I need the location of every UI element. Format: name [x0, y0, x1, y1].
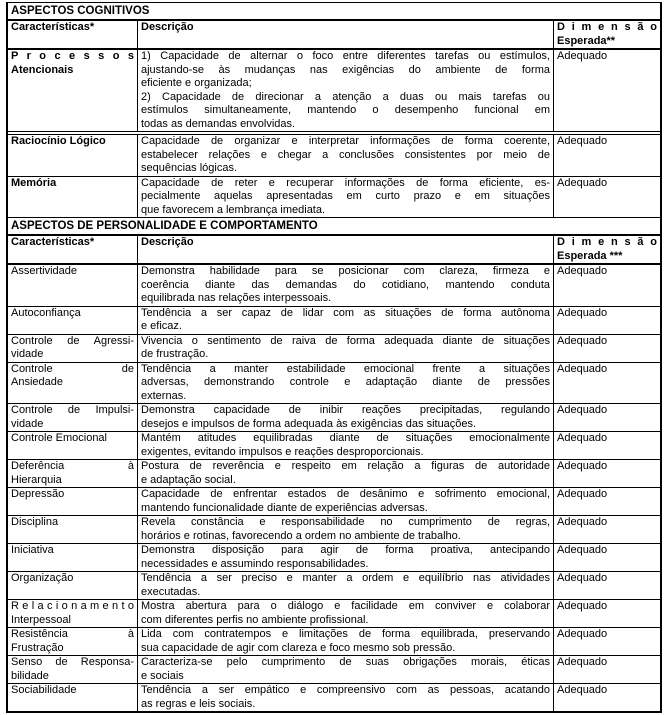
description-cell: [138, 404, 554, 431]
dimension-cell: [554, 335, 660, 362]
text-line: sequências lógicas.: [141, 162, 238, 174]
description-cell: [138, 177, 554, 218]
text-line: externas.: [141, 389, 187, 402]
text-line: Iniciativa: [11, 544, 54, 556]
section-title: ASPECTOS COGNITIVOS: [11, 5, 150, 17]
text-line: Interpessoal: [11, 613, 71, 626]
text-line: Assertividade: [11, 265, 78, 277]
text-line: exigentes, evitando impulsos e reações desproporcionais.: [141, 445, 424, 458]
text-line: Tendência a ser preciso e manter a ordem e equilíbrio nas atividades: [141, 572, 550, 584]
table-row: [8, 307, 660, 335]
characteristic-cell: [8, 307, 138, 334]
text-line: estímulos simultaneamente, mantendo o desempenho funcional em: [141, 104, 550, 116]
text-line: Capacidade de enfrentar estados de desânimo e sofrimento emocional,: [141, 488, 550, 500]
header-dimensao-esperada: [554, 21, 660, 48]
text-line: que favorecem a lembrança imediata.: [141, 203, 326, 216]
text-line: Lida com contratempos e limitações de forma equilibrada, preservando: [141, 628, 550, 640]
dimension-cell: [554, 265, 660, 306]
text-line: Adequado: [557, 50, 608, 62]
text-line: Mantém atitudes equilibradas diante de situações emocionalmente: [141, 432, 550, 444]
text-line: Características*: [11, 236, 95, 248]
characteristic-cell: [8, 516, 138, 543]
dimension-cell: [554, 404, 660, 431]
table-row: [8, 50, 660, 132]
characteristic-cell: [8, 656, 138, 683]
characteristic-cell: [8, 50, 138, 131]
text-line: Vivencia o sentimento de raiva de forma adequada diante de situações: [141, 334, 550, 347]
text-line: Controle de Agressi-: [11, 334, 134, 347]
characteristic-cell: [8, 363, 138, 404]
dimension-cell: [554, 363, 660, 404]
text-line: Esperada ***: [557, 249, 623, 262]
text-line: Adequado: [557, 600, 608, 612]
text-line: 1) Capacidade de alternar o foco entre diferentes tarefas ou estímulos,: [141, 50, 550, 62]
text-line: Adequado: [557, 404, 608, 416]
text-line: Adequado: [557, 306, 608, 319]
text-line: Tendência a manter estabilidade emocional frente a situações: [141, 362, 550, 375]
text-line: Hierarquia: [11, 473, 62, 486]
assessment-table: [6, 2, 662, 713]
text-line: Disciplina: [11, 516, 59, 528]
table-row: [8, 600, 660, 628]
text-line: Adequado: [557, 362, 608, 375]
text-line: Adequado: [557, 432, 608, 444]
dimension-cell: [554, 516, 660, 543]
characteristic-cell: [8, 628, 138, 655]
text-line: equilibrada nas relações interpessoais.: [141, 292, 332, 304]
column-header-row: [8, 21, 660, 50]
text-line: Controle Emocional: [11, 432, 107, 444]
text-line: necessidades e assumindo responsabilidades.: [141, 557, 369, 570]
text-line: Tendência a ser capaz de lidar com as situações de forma autônoma: [141, 306, 550, 319]
header-caracteristicas: [8, 236, 138, 263]
text-line: todas as demandas envolvidas.: [141, 117, 296, 130]
table-row: [8, 488, 660, 516]
text-line: Depressão: [11, 488, 65, 500]
text-line: executadas.: [141, 585, 201, 598]
text-line: Adequado: [557, 488, 608, 500]
dimension-cell: [554, 50, 660, 131]
dimension-cell: [554, 600, 660, 627]
text-line: Adequado: [557, 516, 608, 528]
section-title-row: [8, 3, 660, 21]
text-line: Frustração: [11, 641, 64, 654]
table-row: [8, 265, 660, 307]
text-line: Mostra abertura para o diálogo e facilidade em conviver e colaborar: [141, 600, 550, 612]
text-line: pecialmente aquelas apresentadas em curto prazo e em situações: [141, 190, 550, 202]
text-line: estabelecer relações e chegar a conclusões consistentes por meio de: [141, 148, 550, 161]
characteristic-cell: [8, 335, 138, 362]
text-line: Autoconfiança: [11, 306, 81, 319]
text-line: Adequado: [557, 544, 608, 556]
dimension-cell: [554, 628, 660, 655]
characteristic-cell: [8, 600, 138, 627]
text-line: eficiente e organizada;: [141, 77, 252, 89]
text-line: desejos e impulsos de forma adequada às exigências das situações.: [141, 417, 477, 430]
description-cell: [138, 363, 554, 404]
text-line: bilidade: [11, 669, 49, 682]
table-row: [8, 363, 660, 405]
text-line: 2) Capacidade de direcionar a atenção a duas ou mais tarefas ou: [141, 90, 550, 103]
characteristic-cell: [8, 432, 138, 459]
text-line: com diferentes perfis no ambiente profissional.: [141, 613, 369, 626]
section-title: ASPECTOS DE PERSONALIDADE E COMPORTAMENTO: [11, 220, 318, 232]
dimension-cell: [554, 656, 660, 683]
description-cell: [138, 307, 554, 334]
text-line: Adequado: [557, 334, 608, 347]
text-line: Memória: [11, 176, 57, 189]
dimension-cell: [554, 307, 660, 334]
text-line: Controle de: [11, 362, 134, 375]
header-caracteristicas: [8, 21, 138, 48]
characteristic-cell: [8, 544, 138, 571]
text-line: Ansiedade: [11, 376, 63, 388]
characteristic-cell: [8, 404, 138, 431]
description-cell: [138, 488, 554, 515]
dimension-cell: [554, 544, 660, 571]
characteristic-cell: [8, 135, 138, 176]
table-row: [8, 572, 660, 600]
text-line: coerência diante das demandas do cotidiano, mantendo conduta: [141, 278, 550, 291]
table-row: [8, 460, 660, 488]
text-line: horários e rotinas, favorecendo a ordem no ambiente de trabalho.: [141, 529, 461, 542]
dimension-cell: [554, 684, 660, 711]
characteristic-cell: [8, 177, 138, 218]
description-cell: [138, 684, 554, 711]
header-dimensao-esperada: [554, 236, 660, 263]
description-cell: [138, 600, 554, 627]
text-line: e adaptação social.: [141, 473, 236, 486]
dimension-cell: [554, 135, 660, 176]
text-line: vidade: [11, 348, 44, 360]
text-line: Caracteriza-se pelo cumprimento de suas obrigações morais, éticas: [141, 656, 550, 668]
text-line: Adequado: [557, 135, 608, 147]
text-line: sua capacidade de agir com clareza e foco mesmo sob pressão.: [141, 641, 456, 654]
table-row: [8, 656, 660, 684]
text-line: adversas, demonstrando controle e adaptação diante de pressões: [141, 376, 550, 388]
description-cell: [138, 544, 554, 571]
dimension-cell: [554, 460, 660, 487]
header-descricao: [138, 21, 554, 48]
text-line: e eficaz.: [141, 320, 182, 332]
text-line: Adequado: [557, 628, 608, 640]
table-row: [8, 516, 660, 544]
table-row: [8, 684, 660, 711]
table-row: [8, 628, 660, 656]
description-cell: [138, 516, 554, 543]
text-line: ajustando-se às mudanças nas exigências do ambiente de forma: [141, 63, 550, 76]
text-line: Adequado: [557, 572, 608, 584]
characteristic-cell: [8, 572, 138, 599]
text-line: Adequado: [557, 265, 608, 277]
text-line: Postura de reverência e respeito em relação a figuras de autoridade: [141, 460, 550, 472]
text-line: Características*: [11, 21, 95, 33]
text-line: Resistência à: [11, 628, 134, 640]
text-line: Adequado: [557, 656, 608, 668]
text-line: Adequado: [557, 460, 608, 472]
text-line: Demonstra disposição para agir de forma proativa, antecipando: [141, 544, 550, 556]
text-line: Capacidade de reter e recuperar informações de forma eficiente, es-: [141, 176, 550, 189]
text-line: Controle de Impulsi-: [11, 404, 134, 416]
text-line: Sociabilidade: [11, 684, 77, 696]
section-title-row: [8, 218, 660, 236]
description-cell: [138, 628, 554, 655]
column-header-row: [8, 236, 660, 265]
description-cell: [138, 432, 554, 459]
dimension-cell: [554, 488, 660, 515]
table-row: [8, 432, 660, 460]
description-cell: [138, 460, 554, 487]
text-line: Capacidade de organizar e interpretar informações de forma coerente,: [141, 135, 550, 147]
characteristic-cell: [8, 488, 138, 515]
table-row: [8, 404, 660, 432]
text-line: de frustração.: [141, 348, 209, 360]
text-line: Demonstra habilidade para se posicionar com clareza, firmeza e: [141, 265, 550, 277]
table-row: [8, 177, 660, 219]
description-cell: [138, 656, 554, 683]
text-line: Tendência a ser empático e compreensivo com as pessoas, acatando: [141, 684, 550, 696]
text-line: Descrição: [141, 21, 194, 33]
dimension-cell: [554, 432, 660, 459]
text-line: vidade: [11, 417, 44, 430]
text-line: mantendo funcionalidade diante de experiências adversas.: [141, 501, 428, 514]
text-line: Revela constância e responsabilidade no cumprimento de regras,: [141, 516, 550, 528]
text-line: Demonstra capacidade de inibir reações precipitadas, regulando: [141, 404, 550, 416]
text-line: Senso de Responsa-: [11, 656, 134, 668]
text-line: Organização: [11, 572, 74, 584]
text-line: Atencionais: [11, 63, 74, 76]
text-line: Adequado: [557, 176, 608, 189]
text-line: Esperada**: [557, 34, 616, 47]
text-line: Deferência à: [11, 460, 134, 472]
description-cell: [138, 265, 554, 306]
description-cell: [138, 50, 554, 131]
text-line: P r o c e s s o s: [11, 50, 134, 62]
table-row: [8, 544, 660, 572]
characteristic-cell: [8, 684, 138, 711]
text-line: Raciocínio Lógico: [11, 135, 106, 147]
characteristic-cell: [8, 265, 138, 306]
text-line: Adequado: [557, 684, 608, 696]
text-line: as regras e leis sociais.: [141, 697, 256, 710]
text-line: Descrição: [141, 236, 194, 248]
description-cell: [138, 135, 554, 176]
description-cell: [138, 335, 554, 362]
dimension-cell: [554, 177, 660, 218]
text-line: R e l a c i o n a m e n t o: [11, 600, 134, 612]
text-line: e sociais: [141, 669, 184, 682]
description-cell: [138, 572, 554, 599]
header-descricao: [138, 236, 554, 263]
text-line: D i m e n s ã o: [557, 21, 657, 33]
characteristic-cell: [8, 460, 138, 487]
dimension-cell: [554, 572, 660, 599]
text-line: D i m e n s ã o: [557, 236, 657, 248]
table-row: [8, 134, 660, 177]
table-row: [8, 335, 660, 363]
